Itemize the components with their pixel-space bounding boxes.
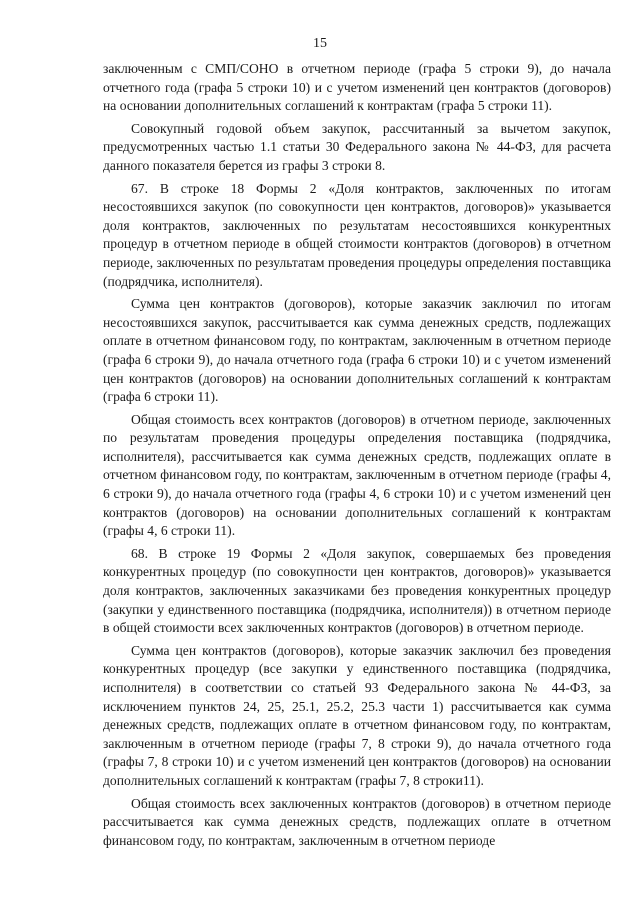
document-body (103, 60, 611, 854)
paragraph-annual-volume: Совокупный годовой объем закупок, рассчитанный за вычетом закупок, предусмотренных частью 1.1 статьи 30 Федерального закона № 44-ФЗ, для расчета данного показателя берется из графы 3 строки 8. (103, 120, 611, 173)
paragraph-item-67-sum: Сумма цен контрактов (договоров), которые заказчик заключил по итогам несостоявшихся закупок, рассчитывается как сумма денежных средств, подлежащих оплате в отчетном финансовом году, по контрактам, заключенным в отчетном периоде (графа 6 строки 9), до начала отчетного года (графа 6 строки 10) и с учетом изменений цен контрактов (договоров) на основании дополнительных соглашений к контрактам (графа 6 строки 11). (103, 296, 611, 405)
paragraph-item-68-total: Общая стоимость всех заключенных контрактов (договоров) в отчетном периоде рассчитывается как сумма денежных средств, подлежащих оплате в отчетном финансовом году, по контрактам, заключенным в отчетном периоде (103, 795, 611, 848)
page-number: 15 (313, 36, 327, 51)
paragraph-item-68: 68. В строке 19 Формы 2 «Доля закупок, совершаемых без проведения конкурентных процедур (по совокупности цен контрактов, договоров)» указывается доля контрактов, заключенных заказчиками без проведения конкурентных процедур (закупки у единственного поставщика (подрядчика, исполнителя)) в отчетном периоде в общей стоимости всех заключенных контрактов (договоров) в отчетном периоде. (103, 545, 611, 636)
paragraph-continuation: заключенным с СМП/СОНО в отчетном периоде (графа 5 строки 9), до начала отчетного года (графа 5 строки 10) и с учетом изменений цен контрактов (договоров) на основании дополнительных соглашений к контрактам (графа 5 строки 11). (103, 61, 611, 114)
paragraph-item-68-sum: Сумма цен контрактов (договоров), которые заказчик заключил без проведения конкурентных процедур (все закупки у единственного поставщика (подрядчика, исполнителя) в соответствии со статьей 93 Федерального закона № 44-ФЗ, за исключением пунктов 24, 25, 25.1, 25.2, 25.3 части 1) рассчитывается как сумма денежных средств, подлежащих оплате в отчетном финансовом году, по контрактам, заключенным в отчетном периоде (графы 7, 8 строки 9), до начала отчетного года (графы 7, 8 строки 10) и с учетом изменений цен контрактов (договоров) на основании дополнительных соглашений к контрактам (графы 7, 8 строки11). (103, 642, 611, 788)
paragraph-item-67: 67. В строке 18 Формы 2 «Доля контрактов, заключенных по итогам несостоявшихся закупок (по совокупности цен контрактов, договоров)» указывается доля контрактов, заключенных по результатам несостоявшихся конкурентных процедур в отчетном периоде в общей стоимости контрактов (договоров) в отчетном периоде, заключенных по результатам проведения процедуры определения поставщика (подрядчика, исполнителя). (103, 180, 611, 289)
paragraph-item-67-total: Общая стоимость всех контрактов (договоров) в отчетном периоде, заключенных по результатам проведения процедуры определения поставщика (подрядчика, исполнителя), рассчитывается как сумма денежных средств, подлежащих оплате в отчетном финансовом году, по контрактам, заключенным в отчетном периоде (графы 4, 6 строки 9), до начала отчетного года (графы 4, 6 строки 10) и с учетом изменений цен контрактов (договоров) на основании дополнительных соглашений к контрактам (графы 4, 6 строки 11). (103, 411, 611, 539)
